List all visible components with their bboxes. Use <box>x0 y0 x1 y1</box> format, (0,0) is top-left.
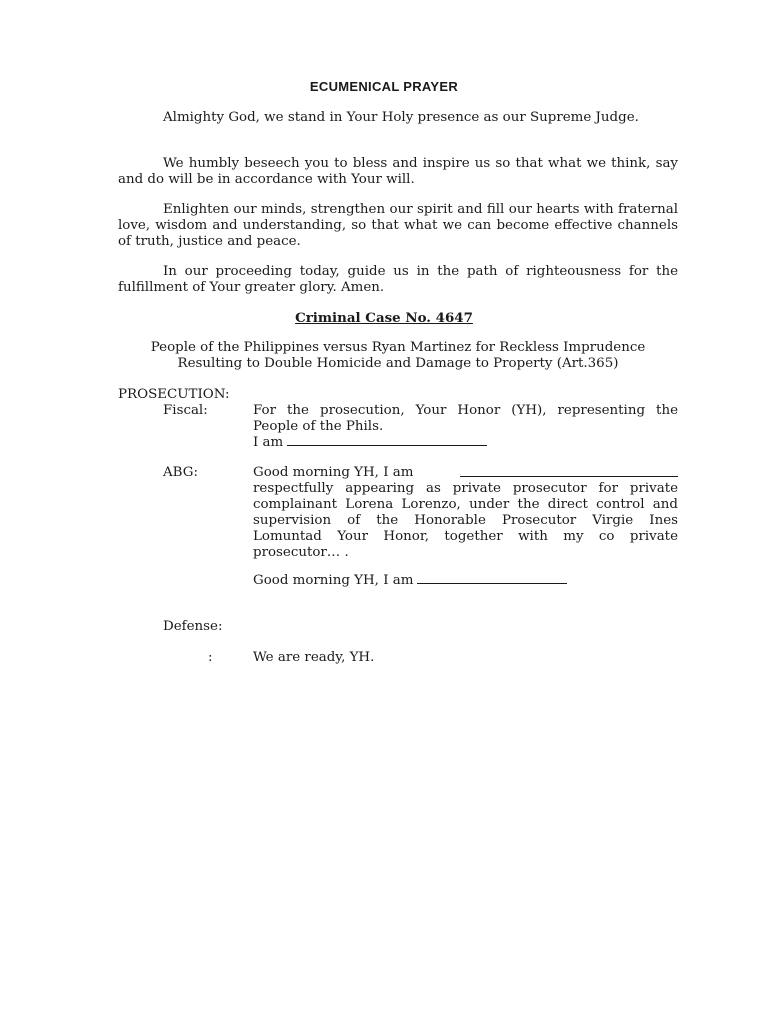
defense-text: We are ready, YH. <box>253 650 375 665</box>
defense-label: Defense: <box>163 619 223 634</box>
case-caption-line-1: People of the Philippines versus Ryan Martinez for Reckless Imprudence <box>150 340 646 355</box>
fiscal-label: Fiscal: <box>163 403 208 418</box>
abg-name-line <box>253 465 678 481</box>
case-caption-line-2: Resulting to Double Homicide and Damage to Property (Art.365) <box>177 356 619 371</box>
prayer-paragraph-3: Enlighten our minds, strengthen our spirit and fill our hearts with fraternal love, wisdom and understanding, so that what we can become effective channels of truth, justice and peace. <box>118 202 678 249</box>
fiscal-name-blank <box>287 434 487 446</box>
prayer-title: ECUMENICAL PRAYER <box>309 79 459 94</box>
abg-co-iam: Good morning YH, I am <box>253 573 414 588</box>
fiscal-iam: I am <box>253 435 284 450</box>
prayer-paragraph-1: Almighty God, we stand in Your Holy presence as our Supreme Judge. <box>163 110 639 125</box>
abg-co-name-blank <box>417 572 567 584</box>
abg-name-blank <box>460 465 678 477</box>
case-title: Criminal Case No. 4647 <box>295 310 473 326</box>
prayer-paragraph-4: In our proceeding today, guide us in the path of righteousness for the fulfillment of Your greater glory. Amen. <box>118 264 678 295</box>
fiscal-text: For the prosecution, Your Honor (YH), representing the People of the Phils. <box>253 403 678 434</box>
abg-iam: Good morning YH, I am <box>253 465 414 480</box>
abg-text: respectfully appearing as private prosecutor for private complainant Lorena Lorenzo, under the direct control and supervision of the Honorable Prosecutor Virgie Ines Lomuntad Your Honor, together with my co private prosecutor… . <box>253 481 678 560</box>
defense-colon: : <box>208 650 213 665</box>
abg-label: ABG: <box>163 465 198 480</box>
prayer-paragraph-2: We humbly beseech you to bless and inspire us so that what we think, say and do will be in accordance with Your will. <box>118 156 678 187</box>
abg-co-prosecutor-line <box>253 572 678 589</box>
fiscal-name-line <box>253 434 678 451</box>
prosecution-heading: PROSECUTION: <box>118 387 230 402</box>
case-caption <box>118 340 678 372</box>
